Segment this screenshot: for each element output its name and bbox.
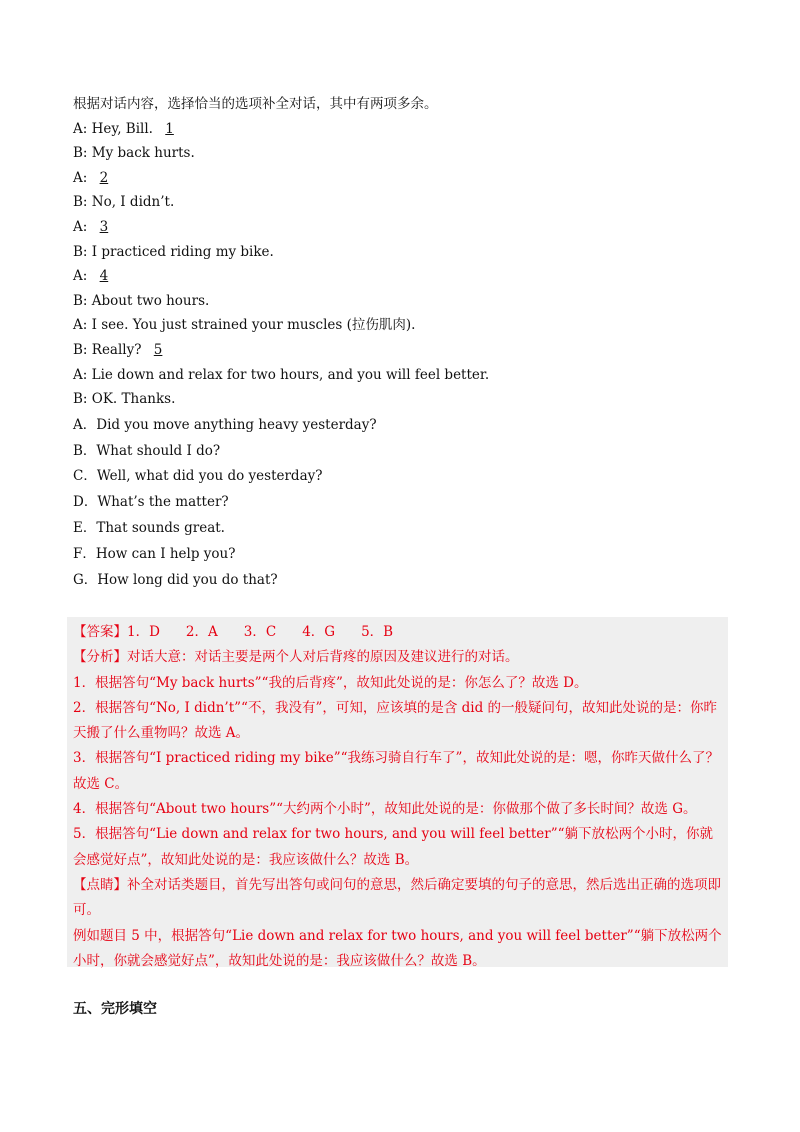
answer-item: 2．A: [185, 624, 218, 640]
instruction: 根据对话内容，选择恰当的选项补全对话，其中有两项多余。: [73, 96, 438, 112]
speaker-label: B:: [73, 391, 88, 408]
answer-item: 4．G: [302, 624, 336, 640]
dialogue-line: [73, 313, 728, 338]
answer-blank: 1: [165, 120, 174, 137]
answer-label: 【答案】: [73, 624, 127, 640]
option-item: B．What should I do?: [73, 442, 221, 459]
option-item: G．How long did you do that?: [73, 571, 278, 588]
option-item: E．That sounds great.: [73, 519, 225, 536]
answer-analysis-box: [67, 617, 728, 967]
dialogue: [73, 117, 728, 412]
answer-blank: 4: [99, 268, 109, 285]
option-item: D．What’s the matter?: [73, 494, 229, 511]
tip-text: 补全对话类题目，首先写出答句或问句的意思，然后确定要填的句子的意思，然后选出正确的选项即可。: [73, 876, 721, 919]
dialogue-line: [73, 215, 728, 240]
speaker-label: B:: [73, 145, 88, 162]
speaker-label: A:: [73, 218, 88, 235]
dialogue-line: [73, 363, 728, 388]
options-list: [73, 413, 728, 594]
tip-label: 【点睛】: [73, 876, 127, 893]
speaker-label: A:: [73, 317, 88, 334]
answer-blank: 2: [99, 169, 109, 186]
answer-item: 5．B: [361, 624, 394, 640]
dialogue-line: [73, 387, 728, 412]
analysis-line: [73, 645, 722, 670]
dialogue-text: Hey, Bill.: [91, 120, 153, 137]
speaker-label: A:: [73, 268, 88, 285]
answer-item: 3．C: [243, 624, 277, 640]
question-block: [73, 92, 728, 593]
dialogue-line: [73, 141, 728, 166]
explanation-item: 3．根据答句“I practiced riding my bike”“我练习骑自行车了”，故知此处说的是：嗯，你昨天做什么了？故选 C。: [73, 750, 719, 792]
explanation-item: 2．根据答句“No, I didn’t”“不，我没有”，可知，应该填的是含 did 的一般疑问句，故知此处说的是：你昨天搬了什么重物吗？故选 A。: [73, 699, 718, 742]
speaker-label: B:: [73, 292, 88, 309]
dialogue-line: [73, 338, 728, 363]
speaker-label: B:: [73, 341, 88, 358]
dialogue-text: Lie down and relax for two hours, and you will feel better.: [91, 366, 490, 383]
dialogue-text: About two hours.: [91, 292, 210, 309]
dialogue-text: OK. Thanks.: [91, 391, 176, 408]
option-item: F．How can I help you?: [73, 545, 236, 562]
dialogue-text: I practiced riding my bike.: [91, 243, 274, 260]
answer-item: 1．D: [127, 624, 160, 640]
dialogue-line: [73, 190, 728, 215]
explanation-item: 5．根据答句“Lie down and relax for two hours, and you will feel better”“躺下放松两个小时，你就会感觉好点”，故知此处说的是：我应该做什么？故选 B。: [73, 826, 714, 868]
explanation-item: 4．根据答句“About two hours”“大约两个小时”，故知此处说的是：你做那个做了多长时间？故选 G。: [73, 801, 697, 818]
dialogue-text: I see. You just strained your muscles (拉伤肌肉).: [91, 317, 416, 334]
explanations: [73, 671, 722, 873]
answer-blank: 5: [153, 341, 163, 358]
answer-line: [73, 620, 722, 645]
analysis-text: 对话大意：对话主要是两个人对后背疼的原因及建议进行的对话。: [127, 649, 519, 666]
speaker-label: B:: [73, 194, 88, 211]
dialogue-text: My back hurts.: [91, 145, 195, 162]
speaker-label: A:: [73, 366, 88, 383]
tip-line: [73, 873, 722, 924]
option-item: A．Did you move anything heavy yesterday?: [73, 416, 377, 433]
dialogue-line: [73, 289, 728, 314]
option-item: C．Well, what did you do yesterday?: [73, 468, 323, 485]
speaker-label: B:: [73, 243, 88, 260]
answer-blank: 3: [99, 218, 109, 235]
dialogue-line: [73, 166, 728, 191]
speaker-label: A:: [73, 120, 88, 137]
dialogue-text: Really?: [91, 341, 142, 358]
explanation-item: 1．根据答句“My back hurts”“我的后背疼”，故知此处说的是：你怎么了？故选 D。: [73, 674, 588, 691]
dialogue-line: [73, 264, 728, 289]
dialogue-line: [73, 240, 728, 265]
dialogue-line: [73, 117, 728, 142]
dialogue-text: No, I didn’t.: [91, 194, 175, 211]
section-heading: 五、完形填空: [73, 1001, 157, 1017]
example-line: 例如题目 5 中，根据答句“Lie down and relax for two hours, and you will feel better”“躺下放松两个小时，你就会感觉好点”，故知此处说的是：我应该做什么？故选 B。: [73, 927, 722, 969]
analysis-label: 【分析】: [73, 649, 127, 666]
speaker-label: A:: [73, 169, 88, 186]
